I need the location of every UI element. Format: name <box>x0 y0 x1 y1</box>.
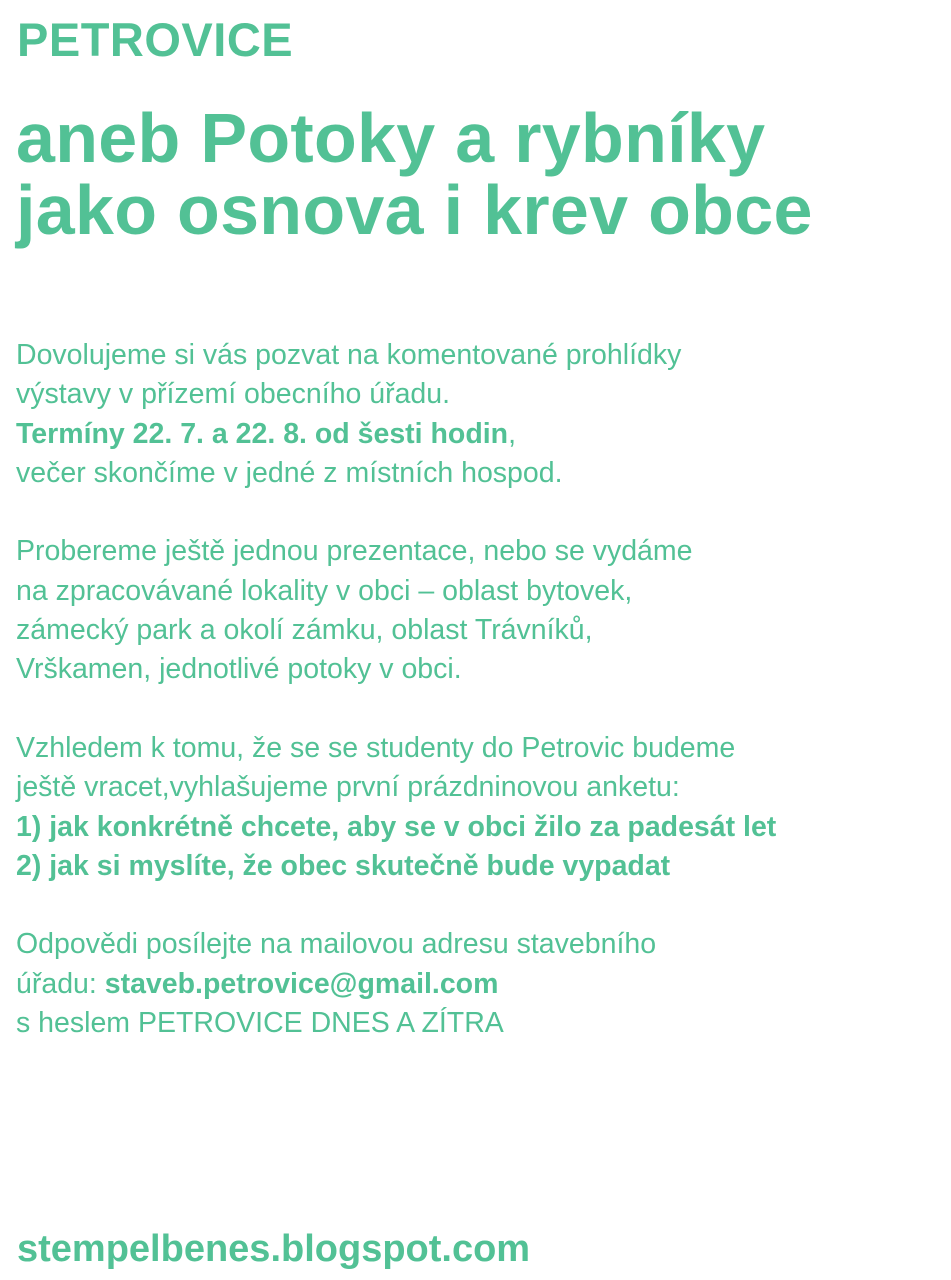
invitation-line-1: Dovolujeme si vás pozvat na komentované prohlídky <box>16 339 682 371</box>
survey-question-2: 2) jak si myslíte, že obec skutečně bude vypadat <box>16 849 671 882</box>
survey-line-2: ještě vracet,vyhlašujeme první prázdninovou anketu: <box>16 771 680 804</box>
contact-line-2 <box>16 965 936 1004</box>
body-text <box>16 336 936 1083</box>
contact-email: staveb.petrovice@gmail.com <box>104 967 499 1000</box>
invitation-line-4: večer skončíme v jedné z místních hospod. <box>16 456 563 489</box>
headline-line-1: aneb Potoky a rybníky <box>16 99 766 177</box>
program-line-3: zámecký park a okolí zámku, oblast Trávníků, <box>16 614 593 647</box>
invitation-paragraph <box>16 336 936 493</box>
contact-paragraph <box>16 925 936 1043</box>
footer-blog-url: stempelbenes.blogspot.com <box>17 1228 531 1270</box>
program-line-2: na zpracovávané lokality v obci – oblast bytovek, <box>16 574 633 607</box>
dates-bold: Termíny 22. 7. a 22. 8. od šesti hodin <box>16 417 509 450</box>
dates-line <box>16 415 936 454</box>
survey-line-1: Vzhledem k tomu, že se se studenty do Petrovic budeme <box>16 731 736 764</box>
contact-line-3: s heslem PETROVICE DNES A ZÍTRA <box>16 1007 504 1040</box>
survey-paragraph <box>16 729 936 886</box>
invitation-line-2: výstavy v přízemí obecního úřadu. <box>16 378 451 411</box>
program-line-1: Probereme ještě jednou prezentace, nebo se vydáme <box>16 535 693 568</box>
survey-question-1: 1) jak konkrétně chcete, aby se v obci žilo za padesát let <box>16 810 777 843</box>
contact-line-1: Odpovědi posílejte na mailovou adresu stavebního <box>16 928 657 961</box>
headline-line-2: jako osnova i krev obce <box>16 171 813 249</box>
program-paragraph <box>16 532 936 689</box>
program-line-4: Vrškamen, jednotlivé potoky v obci. <box>16 653 462 686</box>
kicker-title: PETROVICE <box>17 13 294 66</box>
contact-prefix: úřadu: <box>16 967 105 1000</box>
headline <box>16 99 813 249</box>
dates-comma: , <box>508 417 516 450</box>
